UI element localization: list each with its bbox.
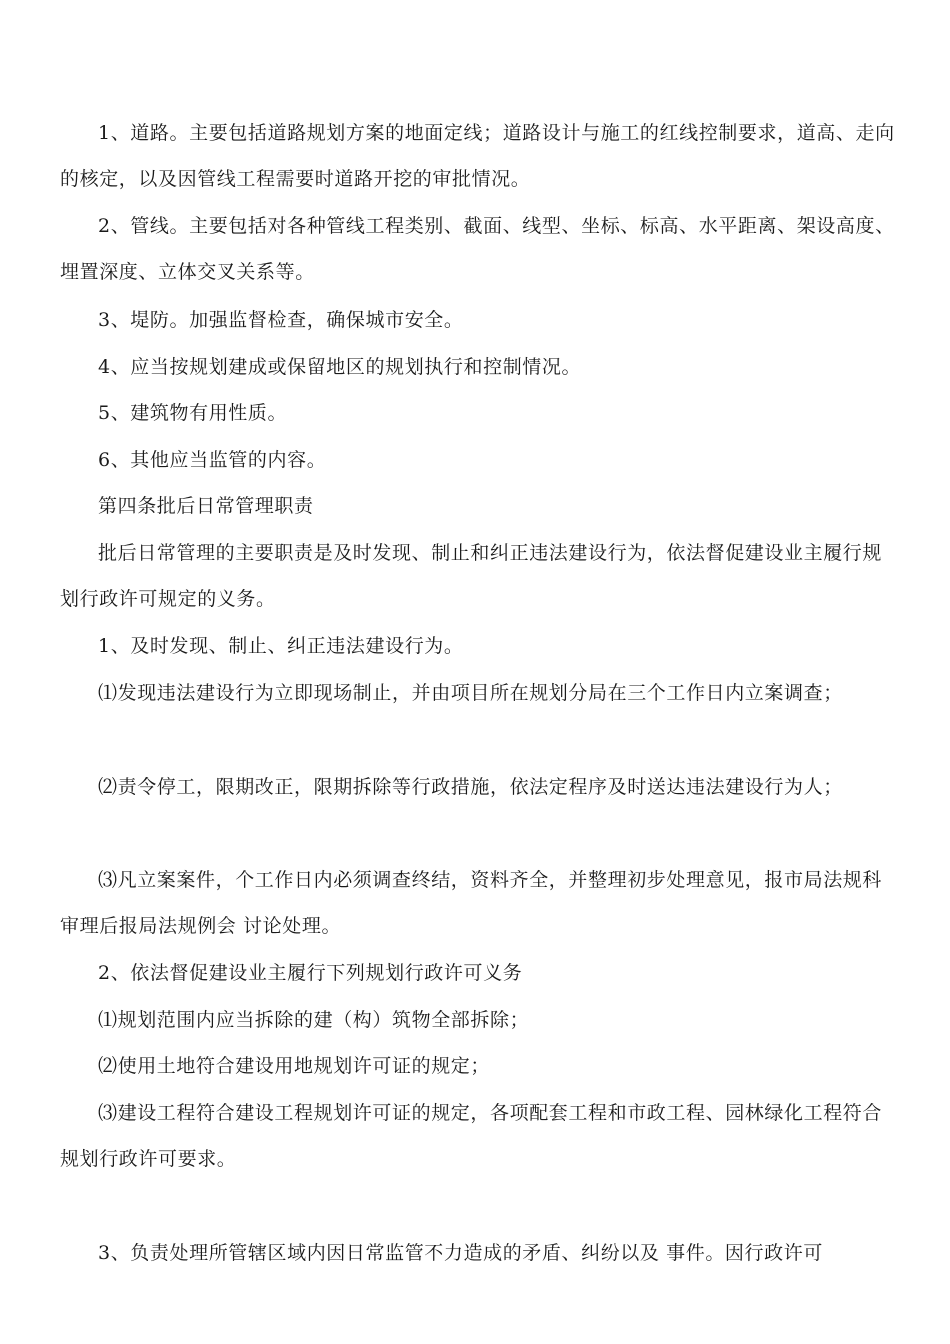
paragraph-duty-two: 2、依法督促建设业主履行下列规划行政许可义务	[98, 962, 523, 984]
paragraph-item-1-1: ⑴发现违法建设行为立即现场制止，并由项目所在规划分局在三个工作日内立案调查；	[98, 682, 843, 704]
paragraph-item-1-3: ⑶凡立案案件，个工作日内必须调查终结，资料齐全，并整理初步处理意见，报市局法规科审理后报局法规例会 讨论处理。	[60, 869, 883, 937]
paragraph-pipelines: 2、管线。主要包括对各种管线工程类别、截面、线型、坐标、标高、水平距离、架设高度、埋置深度、立体交叉关系等。	[60, 215, 895, 283]
paragraph-item-1-2: ⑵责令停工，限期改正，限期拆除等行政措施，依法定程序及时送达违法建设行为人；	[98, 776, 843, 798]
section-heading-article-four: 第四条批后日常管理职责	[98, 495, 314, 517]
paragraph-building-use: 5、建筑物有用性质。	[98, 402, 288, 424]
paragraph-other-content: 6、其他应当监管的内容。	[98, 449, 327, 471]
paragraph-roads: 1、道路。主要包括道路规划方案的地面定线；道路设计与施工的红线控制要求，道高、走向的核定，以及因管线工程需要时道路开挖的审批情况。	[60, 122, 895, 190]
paragraph-item-2-2: ⑵使用土地符合建设用地规划许可证的规定；	[98, 1055, 491, 1077]
paragraph-duty-three: 3、负责处理所管辖区域内因日常监管不力造成的矛盾、纠纷以及 事件。因行政许可	[98, 1242, 823, 1264]
paragraph-main-duties: 批后日常管理的主要职责是及时发现、制止和纠正违法建设行为，依法督促建设业主履行规划行政许可规定的义务。	[60, 542, 883, 610]
paragraph-item-2-3: ⑶建设工程符合建设工程规划许可证的规定，各项配套工程和市政工程、园林绿化工程符合规划行政许可要求。	[60, 1102, 883, 1170]
paragraph-embankment: 3、堤防。加强监督检查，确保城市安全。	[98, 309, 464, 331]
paragraph-planned-areas: 4、应当按规划建成或保留地区的规划执行和控制情况。	[98, 356, 582, 378]
paragraph-duty-one: 1、及时发现、制止、纠正违法建设行为。	[98, 635, 464, 657]
paragraph-item-2-1: ⑴规划范围内应当拆除的建（构）筑物全部拆除；	[98, 1009, 530, 1031]
